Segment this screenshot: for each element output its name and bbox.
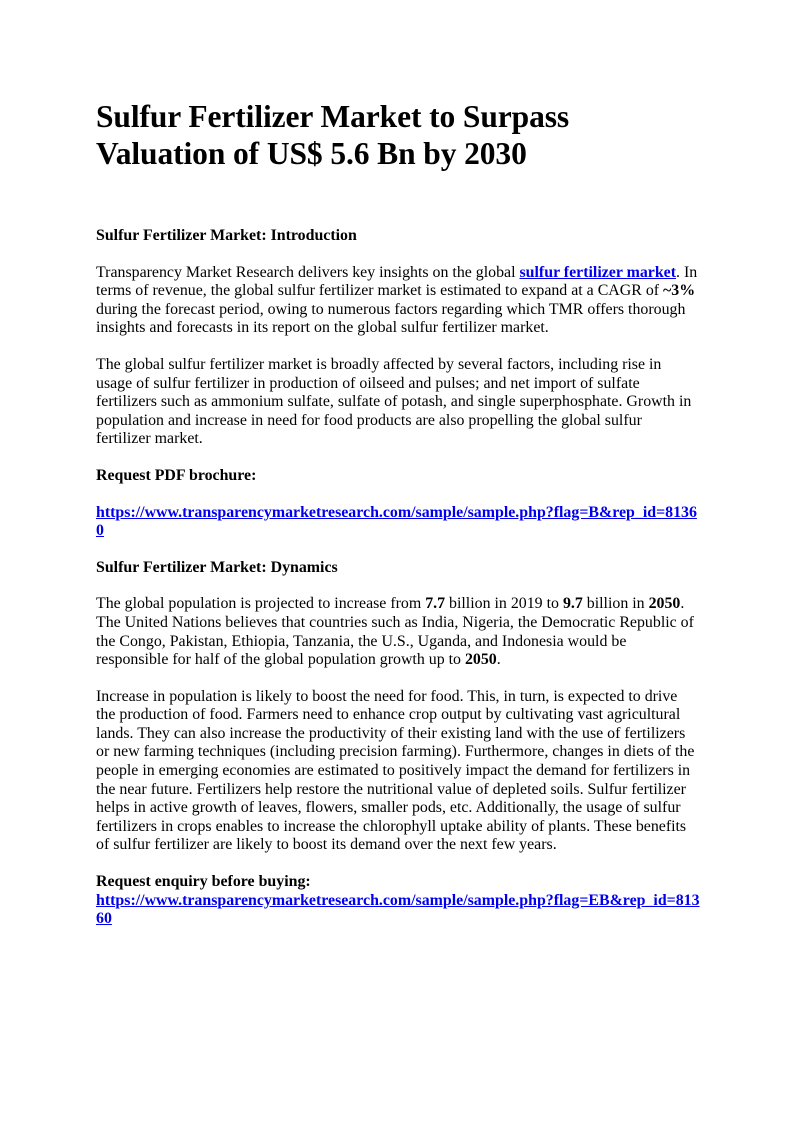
dynamics-paragraph-2: Increase in population is likely to boost the need for food. This, in turn, is expected to drive the production of food. Farmers need to enhance crop output by cultivating vast agricultural lands. They can also increase the productivity of their existing land with the use of fertilizers or new farming techniques (including precision farming). Furthermore, changes in diets of the people in emerging economies are estimated to positively impact the demand for fertilizers in the near future. Fertilizers help restore the nutritional value of depleted soils. Sulfur fertilizer helps in active growth of leaves, flowers, smaller pods, etc. Additionally, the usage of sulfur fertilizers in crops enables to increase the chlorophyll uptake ability of plants. These benefits of sulfur fertilizer are likely to boost its demand over the next few years.	[96, 687, 695, 854]
population-2019-value: 7.7	[425, 595, 446, 613]
year-2050-value-2: 2050	[464, 651, 497, 669]
population-2050-value: 9.7	[562, 595, 583, 613]
brochure-label: Request PDF brochure:	[96, 466, 257, 484]
intro-paragraph-1: Transparency Market Research delivers key insights on the global sulfur fertilizer market. In terms of revenue, the global sulfur fertilizer market is estimated to expand at a CAGR of ~3% during the forecast period, owing to numerous factors regarding which TMR offers thorough insights and forecasts in its report on the global sulfur fertilizer market.	[96, 263, 698, 337]
dynamics-heading: Sulfur Fertilizer Market: Dynamics	[96, 558, 338, 576]
brochure-link[interactable]: https://www.transparencymarketresearch.com/sample/sample.php?flag=B&rep_id=81360	[96, 503, 697, 540]
year-2050-value: 2050	[648, 595, 681, 613]
intro-paragraph-2: The global sulfur fertilizer market is broadly affected by several factors, including rise in usage of sulfur fertilizer in production of oilseed and pulses; and net import of sulfate fertilizers such as ammonium sulfate, sulfate of potash, and single superphosphate. Growth in population and increase in need for food products are also propelling the global sulfur fertilizer market.	[96, 355, 692, 448]
page-title: Sulfur Fertilizer Market to Surpass Valuation of US$ 5.6 Bn by 2030	[96, 99, 570, 171]
enquiry-label: Request enquiry before buying:	[96, 873, 311, 891]
dynamics-paragraph-1: The global population is projected to increase from 7.7 billion in 2019 to 9.7 billion in 2050. The United Nations believes that countries such as India, Nigeria, the Democratic Republic of the Congo, Pakistan, Ethiopia, Tanzania, the U.S., Uganda, and Indonesia would be responsible for half of the global population growth up to 2050.	[96, 595, 694, 669]
brochure-url-line	[96, 504, 700, 541]
document-body	[96, 98, 700, 929]
intro-heading: Sulfur Fertilizer Market: Introduction	[96, 227, 357, 244]
enquiry-link[interactable]: https://www.transparencymarketresearch.com/sample/sample.php?flag=EB&rep_id=81360	[96, 891, 700, 928]
enquiry-url-line	[96, 892, 700, 929]
cagr-value: ~3%	[663, 282, 696, 300]
sulfur-fertilizer-market-link[interactable]: sulfur fertilizer market	[519, 263, 677, 281]
